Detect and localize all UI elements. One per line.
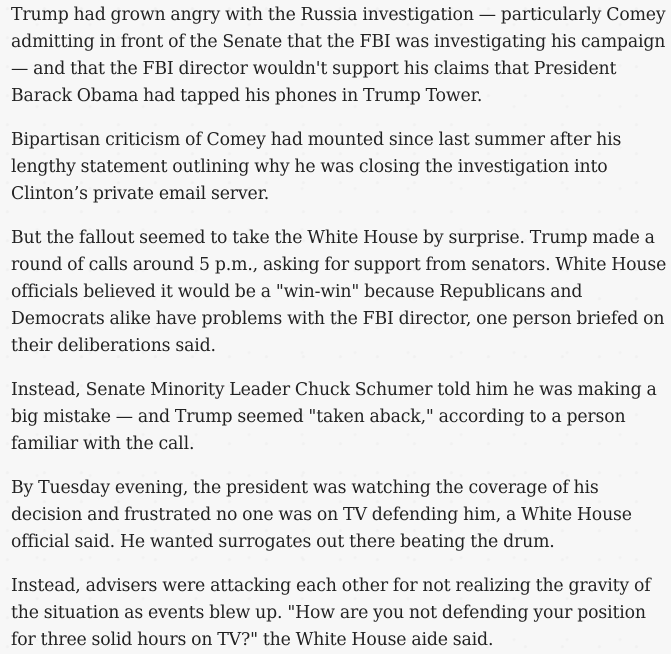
article-paragraph: Instead, Senate Minority Leader Chuck Schumer told him he was making a big mistake — and Trump seemed "taken aback," according to a person familiar with the call. <box>11 380 657 454</box>
article-paragraph: Trump had grown angry with the Russia investigation — particularly Comey admitting in front of the Senate that the FBI was investigating his campaign — and that the FBI director wouldn't support his claims that President Barack Obama had tapped his phones in Trump Tower. <box>11 5 666 106</box>
article-paragraph: Bipartisan criticism of Comey had mounted since last summer after his lengthy statement outlining why he was closing the investigation into Clinton’s private email server. <box>11 130 622 204</box>
article-paragraph: By Tuesday evening, the president was watching the coverage of his decision and frustrated no one was on TV defending him, a White House official said. He wanted surrogates out there beating the drum. <box>11 478 632 552</box>
article-paragraph: But the fallout seemed to take the White House by surprise. Trump made a round of calls around 5 p.m., asking for support from senators. White House officials believed it would be a "win-win" because Republicans and Democrats alike have problems with the FBI director, one person briefed on their deliberations said. <box>11 228 667 356</box>
article-paragraph: Instead, advisers were attacking each other for not realizing the gravity of the situation as events blew up. "How are you not defending your position for three solid hours on TV?" the White House aide said. <box>11 576 651 650</box>
article-body <box>0 2 671 654</box>
